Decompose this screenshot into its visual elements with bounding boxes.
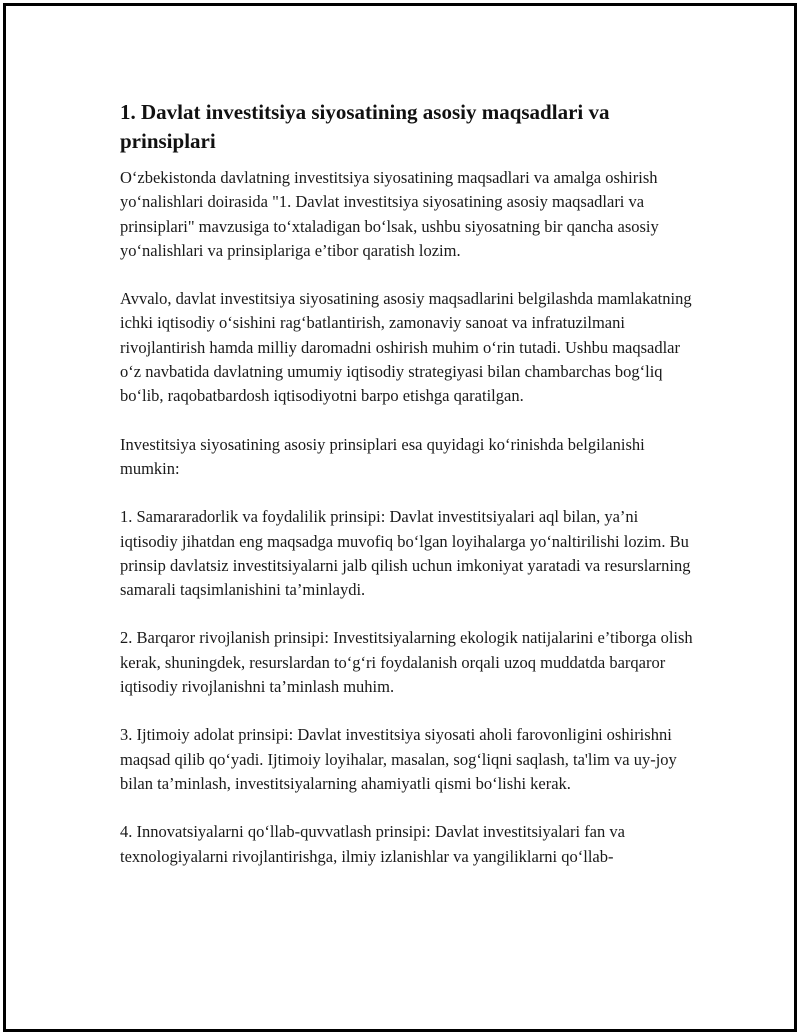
paragraph-principle-1: 1. Samararadorlik va foydalilik prinsipi: Davlat investitsiyalari aql bilan, ya’ni iqtisodiy jihatdan eng maqsadga muvofiq bo‘lgan loyihalarga yo‘naltirilishi lozim. Bu prinsip davlatsiz investitsiyalarni jalb qilish uchun imkoniyat yaratadi va resurslarning samarali taqsimlanishini ta’minlaydi. [120,507,691,600]
document-body [120,98,700,893]
paragraph-principle-2: 2. Barqaror rivojlanish prinsipi: Investitsiyalarning ekologik natijalarini e’tiborga olish kerak, shuningdek, resurslardan to‘g‘ri foydalanish orqali uzoq muddatda barqaror iqtisodiy rivojlanishni ta’minlash muhim. [120,628,693,697]
paragraph-goals: Avvalo, davlat investitsiya siyosatining asosiy maqsadlarini belgilashda mamlakatning ichki iqtisodiy o‘sishini rag‘batlantirish, zamonaviy sanoat va infratuzilmani rivojlantirish hamda milliy daromadni oshirish muhim o‘rin tutadi. Ushbu maqsadlar o‘z navbatida davlatning umumiy iqtisodiy strategiyasi bilan chambarchas bog‘liq bo‘lib, raqobatbardosh iqtisodiyotni barpo etishga qaratilgan. [120,289,692,406]
paragraph-principle-3: 3. Ijtimoiy adolat prinsipi: Davlat investitsiya siyosati aholi farovonligini oshirishni maqsad qilib qo‘yadi. Ijtimoiy loyihalar, masalan, sog‘liqni saqlash, ta'lim va uy-joy bilan ta’minlash, investitsiyalarning ahamiyatli qismi bo‘lishi kerak. [120,725,677,793]
document-title: 1. Davlat investitsiya siyosatining asosiy maqsadlari va prinsiplari [120,100,610,153]
paragraph-principles-intro: Investitsiya siyosatining asosiy prinsiplari esa quyidagi ko‘rinishda belgilanishi mumkin: [120,434,645,478]
page-frame [3,3,797,1032]
paragraph-intro: O‘zbekistonda davlatning investitsiya siyosatining maqsadlari va amalga oshirish yo‘nalishlari doirasida "1. Davlat investitsiya siyosatining asosiy maqsadlari va prinsiplari" mavzusiga to‘xtaladigan bo‘lsak, ushbu siyosatning bir qancha asosiy yo‘nalishlari va prinsiplariga e’tibor qaratish lozim. [120,168,659,260]
paragraph-principle-4: 4. Innovatsiyalarni qo‘llab-quvvatlash prinsipi: Davlat investitsiyalari fan va texnologiyalarni rivojlantirishga, ilmiy izlanishlar va yangiliklarni qo‘llab- [120,822,625,866]
